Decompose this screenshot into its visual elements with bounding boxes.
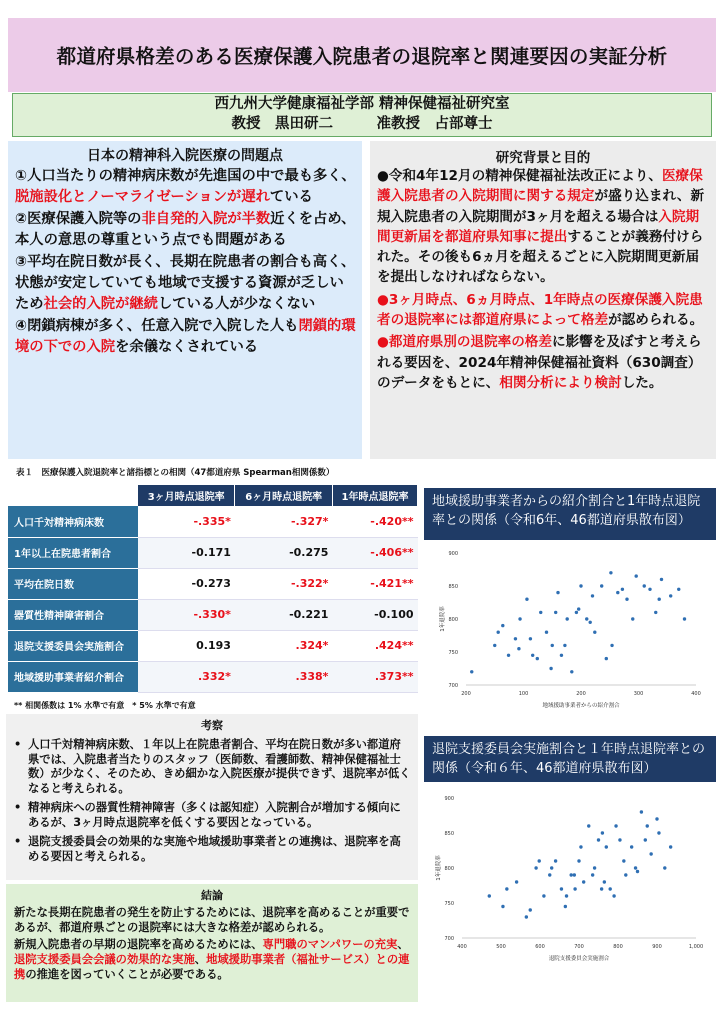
scatter-point: [634, 866, 637, 869]
x-tick-label: 100: [518, 691, 529, 697]
table-header-3m: 3ヶ月時点退院率: [138, 485, 235, 506]
conclusion-point-2: 新規入院患者の早期の退院率を高めるためには、専門職のマンパワーの充実、退院支援委員会会議の効果的な実施、地域援助事業者（福祉サービス）との連携の推進を図っていくことが必要である。: [14, 938, 410, 981]
y-axis-label: 1年退院率: [440, 606, 446, 632]
discussion-item-1: • 人口千対精神病床数、１年以上在院患者割合、平均在院日数が多い都道府県では、入院患者当たりのスタッフ（医師数、看護師数、精神保健福祉士数）が少なく、そのため、きめ細かな入院医療が提供できず、退院率が低くなると考えられる。: [12, 738, 412, 796]
table-row: [8, 599, 418, 630]
scatter-point: [518, 617, 521, 620]
discussion-section: [6, 714, 418, 880]
y-tick-label: 850: [444, 831, 454, 837]
scatter-point: [534, 866, 537, 869]
scatter-point: [501, 624, 504, 627]
table-cell: -0.221: [235, 599, 333, 630]
background-point-3: ●都道府県別の退院率の格差に影響を及ぼすと考えられる要因を、2024年精神保健福祉資料（630調査）のデータをもとに、相関分析により検討した。: [377, 334, 702, 391]
y-tick-label: 800: [448, 617, 458, 623]
scatter-point: [618, 838, 621, 841]
scatter-point: [538, 859, 541, 862]
problem-point-2: ②医療保護入院等の非自発的入院が半数近くを占め、本人の意思の尊重という点でも問題がある: [15, 211, 356, 248]
scatter-point: [669, 594, 672, 597]
scatter-point: [621, 588, 624, 591]
table-header-1y: 1年時点退院率: [332, 485, 417, 506]
y-axis-label: 1年退院率: [436, 855, 442, 881]
y-tick-label: 900: [444, 796, 454, 802]
problems-section: [8, 141, 362, 459]
scatter-point: [560, 887, 563, 890]
x-tick-label: 900: [652, 944, 662, 950]
scatter-point: [683, 617, 686, 620]
scatter-point: [531, 654, 534, 657]
scatter-chart-referral: [426, 545, 716, 717]
affiliation-lab: 西九州大学健康福祉学部 精神保健福祉研究室: [214, 96, 510, 112]
x-tick-label: 400: [457, 944, 467, 950]
x-tick-label: 1,000: [688, 944, 704, 950]
scatter-point: [577, 859, 580, 862]
problem-point-3: ③平均在院日数が長く、長期在院患者の割合も高く、状態が安定していても地域で支援する資源が乏しいため社会的入院が継続している人が少なくない: [15, 254, 356, 312]
scatter-point: [597, 838, 600, 841]
scatter-point: [635, 574, 638, 577]
table-cell: -.421**: [332, 568, 417, 599]
poster-title: 都道府県格差のある医療保護入院患者の退院率と関連要因の実証分析: [56, 45, 668, 68]
scatter-point: [655, 817, 658, 820]
scatter-chart-committee: [426, 788, 716, 970]
scatter-point: [573, 873, 576, 876]
y-tick-label: 700: [444, 936, 454, 942]
conclusion-section: [6, 884, 418, 1002]
scatter-point: [515, 880, 518, 883]
correlation-table: [8, 485, 418, 693]
table-row-label: 器質性精神障害割合: [8, 599, 138, 630]
table-caption: 表１ 医療保護入院退院率と諸指標との相関（47都道府県 Spearman相関係数）: [16, 468, 335, 478]
scatter-point: [579, 845, 582, 848]
table-cell: -.420**: [332, 506, 417, 537]
scatter-point: [550, 866, 553, 869]
scatter-point: [582, 880, 585, 883]
x-tick-label: 600: [535, 944, 545, 950]
table-row-label: 1年以上在院患者割合: [8, 537, 138, 568]
scatter-point: [658, 598, 661, 601]
table-cell: -0.273: [138, 568, 235, 599]
scatter-point: [570, 873, 573, 876]
table-cell: -.406**: [332, 537, 417, 568]
scatter-point: [539, 611, 542, 614]
table-corner: [8, 485, 138, 506]
scatter-point: [579, 584, 582, 587]
scatter-point: [525, 598, 528, 601]
scatter-point: [591, 594, 594, 597]
scatter-point: [501, 905, 504, 908]
table-row-label: 人口千対精神病床数: [8, 506, 138, 537]
table-cell: .332*: [138, 661, 235, 692]
scatter-point: [648, 588, 651, 591]
scatter-point: [529, 908, 532, 911]
scatter-point: [497, 631, 500, 634]
scatter-point: [616, 591, 619, 594]
table-row-label: 退院支援委員会実施割合: [8, 630, 138, 661]
scatter-point: [542, 894, 545, 897]
y-tick-label: 700: [448, 683, 458, 689]
scatter-point: [640, 810, 643, 813]
table-cell: -.330*: [138, 599, 235, 630]
background-point-1: ●令和4年12月の精神保健福祉法改正により、医療保護入院患者の入院期間に関する規定が盛り込まれ、新規入院患者の入院期間が3ヶ月を超える場合は入院期間更新届を都道府県知事に提出することが義務付けられた。その後も6ヵ月を超えるごとに入院期間更新届を提出しなければならない。: [377, 168, 705, 286]
x-tick-label: 800: [613, 944, 623, 950]
scatter-point: [669, 845, 672, 848]
discussion-item-3: • 退院支援委員会の効果的な実施や地域援助事業者との連携は、退院率を高める要因と考えられる。: [12, 835, 412, 864]
table-row-label: 平均在院日数: [8, 568, 138, 599]
scatter-point: [610, 644, 613, 647]
scatter-point: [565, 894, 568, 897]
table-cell: .373**: [332, 661, 417, 692]
table-cell: .424**: [332, 630, 417, 661]
scatter-point: [600, 584, 603, 587]
affiliation-box: [12, 93, 712, 137]
affiliation-authors: 教授 黒田研二 准教授 占部尊士: [231, 116, 493, 132]
scatter-point: [548, 873, 551, 876]
scatter-point: [644, 838, 647, 841]
scatter-point: [622, 859, 625, 862]
scatter-point: [560, 654, 563, 657]
scatter-point: [536, 657, 539, 660]
scatter-point: [517, 647, 520, 650]
table-cell: -.327*: [235, 506, 333, 537]
scatter-point: [601, 831, 604, 834]
scatter-point: [507, 654, 510, 657]
table-note: ** 相関係数は 1% 水準で有意 * 5% 水準で有意: [14, 701, 196, 710]
table-cell: .324*: [235, 630, 333, 661]
problems-heading: 日本の精神科入院医療の問題点: [87, 148, 283, 164]
table-row: [8, 506, 418, 537]
scatter-point: [646, 824, 649, 827]
scatter-point: [649, 852, 652, 855]
scatter-point: [605, 657, 608, 660]
table-cell: -.322*: [235, 568, 333, 599]
scatter-point: [514, 637, 517, 640]
table-cell: -0.171: [138, 537, 235, 568]
scatter-point: [657, 831, 660, 834]
conclusion-heading: 結論: [201, 889, 223, 902]
background-point-2: ●3ヶ月時点、6ヵ月時点、1年時点の医療保護入院患者の退院率には都道府県によって格差が認められる。: [377, 291, 704, 329]
background-heading: 研究背景と目的: [495, 150, 591, 166]
discussion-item-2: • 精神病床への器質性精神障害（多くは認知症）入院割合が増加する傾向にあるが、3ヶ月時点退院率を低くする要因となっている。: [12, 801, 412, 830]
scatter-point: [549, 667, 552, 670]
chart-background: [426, 788, 716, 970]
scatter-point: [493, 644, 496, 647]
scatter-point: [575, 611, 578, 614]
table-row: [8, 537, 418, 568]
scatter-point: [605, 845, 608, 848]
scatter-point: [600, 887, 603, 890]
scatter-point: [630, 845, 633, 848]
poster-title-banner: [8, 18, 716, 92]
y-tick-label: 900: [448, 551, 458, 557]
x-tick-label: 500: [496, 944, 506, 950]
table-row: [8, 661, 418, 692]
table-header-6m: 6ヶ月時点退院率: [235, 485, 333, 506]
scatter-point: [624, 873, 627, 876]
table-cell: -.335*: [138, 506, 235, 537]
table-row-label: 地域援助事業者紹介割合: [8, 661, 138, 692]
table-row: [8, 568, 418, 599]
scatter-point: [564, 905, 567, 908]
x-tick-label: 700: [574, 944, 584, 950]
table-cell: .338*: [235, 661, 333, 692]
x-tick-label: 200: [576, 691, 586, 697]
scatter-point: [654, 611, 657, 614]
scatter-point: [529, 637, 532, 640]
scatter-point: [593, 631, 596, 634]
scatter-point: [660, 578, 663, 581]
scatter-point: [609, 571, 612, 574]
scatter-point: [609, 887, 612, 890]
scatter-point: [563, 644, 566, 647]
x-tick-label: 300: [633, 691, 644, 697]
table-row: [8, 630, 418, 661]
scatter-point: [631, 617, 634, 620]
x-axis-label: 地域援助事業者からの紹介割合: [542, 703, 620, 709]
scatter-point: [573, 887, 576, 890]
discussion-heading: 考察: [201, 719, 223, 732]
chart2-title: 退院支援委員会実施割合と１年時点退院率との関係（令和６年、46都道府県散布図）: [424, 736, 716, 782]
scatter-point: [591, 873, 594, 876]
x-tick-label: 400: [691, 691, 701, 697]
scatter-point: [636, 870, 639, 873]
x-axis-label: 退院支援委員会実施割合: [548, 956, 610, 962]
scatter-point: [577, 607, 580, 610]
y-tick-label: 750: [448, 650, 458, 656]
scatter-point: [677, 588, 680, 591]
scatter-point: [525, 915, 528, 918]
y-tick-label: 800: [444, 866, 454, 872]
scatter-point: [589, 621, 592, 624]
scatter-point: [554, 859, 557, 862]
problem-point-1: ①人口当たりの精神病床数が先進国の中で最も多く、脱施設化とノーマライゼーションが遅れている: [15, 168, 356, 205]
scatter-point: [585, 617, 588, 620]
scatter-point: [566, 617, 569, 620]
chart1-title: 地域援助事業者からの紹介割合と1年時点退院率との関係（令和6年、46都道府県散布図）: [424, 488, 716, 540]
table-cell: 0.193: [138, 630, 235, 661]
scatter-point: [470, 670, 473, 673]
scatter-point: [505, 887, 508, 890]
scatter-point: [612, 894, 615, 897]
problem-point-4: ④閉鎖病棟が多く、任意入院で入院した人も閉鎖的環境の下での入院を余儀なくされている: [15, 318, 356, 355]
scatter-point: [643, 584, 646, 587]
scatter-point: [545, 631, 548, 634]
scatter-point: [488, 894, 491, 897]
scatter-point: [556, 591, 559, 594]
scatter-point: [593, 866, 596, 869]
table-cell: -0.100: [332, 599, 417, 630]
x-tick-label: 200: [461, 691, 471, 697]
scatter-point: [554, 611, 557, 614]
y-tick-label: 750: [444, 901, 454, 907]
background-section: [370, 141, 716, 459]
scatter-point: [663, 866, 666, 869]
table-cell: -0.275: [235, 537, 333, 568]
scatter-point: [625, 598, 628, 601]
conclusion-point-1: 新たな長期在院患者の発生を防止するためには、退院率を高めることが重要であるが、都道府県ごとの退院率には大きな格差が認められる。: [14, 906, 410, 934]
scatter-point: [603, 880, 606, 883]
scatter-point: [587, 824, 590, 827]
y-tick-label: 850: [448, 584, 458, 590]
scatter-point: [551, 644, 554, 647]
discussion-list: [6, 738, 418, 864]
scatter-point: [570, 670, 573, 673]
scatter-point: [614, 824, 617, 827]
